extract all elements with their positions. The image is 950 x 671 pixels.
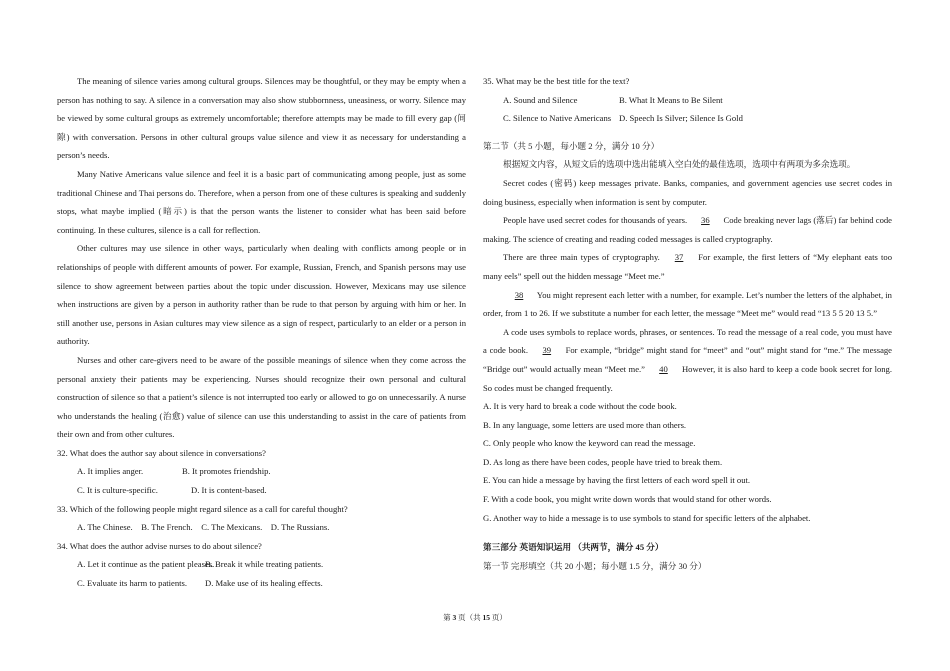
code-paragraph-1: Secret codes (密码) keep messages private. Banks, companies, and government agencies use secret codes in doing business, especially when information is sent by computer. — [483, 177, 892, 207]
question-32-options-row-1 — [57, 462, 466, 481]
part-3-title: 第三部分 英语知识运用 （共两节，满分 45 分） — [483, 542, 664, 553]
option-34a: A. Let it continue as the patient pleases. — [77, 559, 215, 570]
question-34-options-row-1 — [57, 555, 466, 574]
part-3-section-1-title: 第一节 完形填空（共 20 小题；每小题 1.5 分，满分 30 分） — [483, 560, 707, 571]
code-paragraph-3-text-b: For example, the first letters of “My elephant eats too many eels” spell out the hidden message “Meet me.” — [483, 252, 893, 281]
section-2-instruction: 根据短文内容，从短文后的选项中选出能填入空白处的最佳选项，选项中有两项为多余选项。 — [503, 159, 856, 170]
blank-38[interactable]: 38 — [514, 289, 524, 300]
code-paragraph-5 — [483, 323, 892, 397]
code-paragraph-4 — [483, 286, 892, 323]
option-35a: A. Sound and Silence — [503, 94, 578, 105]
footer-middle: 页（共 — [458, 613, 481, 622]
footer-suffix: 页） — [491, 613, 507, 622]
question-34-options-row-2 — [57, 574, 466, 593]
question-32: 32. What does the author say about silence in conversations? — [57, 447, 266, 458]
option-32c: C. It is culture-specific. — [77, 485, 158, 496]
total-page-count: 15 — [482, 613, 490, 622]
code-paragraph-2 — [483, 211, 892, 248]
code-paragraph-5-text-b: For example, “bridge” might stand for “meet” and “out” might stand for “me.” The message “Bridge out” would actually mean “Meet me.” — [483, 345, 892, 374]
blank-36[interactable]: 36 — [701, 215, 710, 226]
option-34d: D. Make use of its healing effects. — [205, 578, 323, 589]
code-paragraph-3 — [483, 248, 892, 285]
blank-40[interactable]: 40 — [659, 363, 668, 374]
page-footer — [0, 612, 950, 623]
question-35-options-row-1 — [483, 91, 892, 110]
code-paragraph-5-text-c: However, it is also hard to keep a code book secret for long. So codes must be changed frequently. — [483, 363, 892, 393]
blank-39[interactable]: 39 — [542, 345, 552, 356]
option-34c: C. Evaluate its harm to patients. — [77, 578, 188, 589]
option-32b: B. It promotes friendship. — [182, 466, 271, 477]
code-paragraph-5-text-a: A code uses symbols to replace words, phrases, or sentences. To read the message of a real code, you must have a code book. — [483, 326, 892, 356]
code-paragraph-2-text-a: People have used secret codes for thousands of years. — [503, 215, 688, 226]
question-33-options: A. The Chinese. B. The French. C. The Mexicans. D. The Russians. — [77, 522, 330, 533]
passage-paragraph-4: Nurses and other care-givers need to be aware of the possible meanings of silence when they come across the personal anxiety their patients may be experiencing. Nurses should recognize their own personal and cultural construction of silence so that a patient’s silence is not interrupted too early or allowed to go on unnecessarily. A nurse who understands the healing (治愈) value of silence can use this understanding to assist in the care of patients from their own and from other cultures. — [57, 354, 466, 440]
code-paragraph-3-text-a: There are three main types of cryptography. — [503, 252, 660, 263]
option-35d: D. Speech Is Silver; Silence Is Gold — [619, 113, 743, 124]
question-35: 35. What may be the best title for the text? — [483, 76, 630, 86]
option-d: D. As long as there have been codes, people have tried to break them. — [483, 456, 723, 467]
option-a: A. It is very hard to break a code without the code book. — [483, 401, 677, 412]
question-34: 34. What does the author advise nurses to do about silence? — [57, 540, 262, 551]
option-e: E. You can hide a message by having the first letters of each word spell it out. — [483, 475, 751, 486]
option-35b: B. What It Means to Be Silent — [619, 94, 723, 105]
footer-prefix: 第 — [443, 613, 451, 622]
option-f: F. With a code book, you might write down words that would stand for other words. — [483, 494, 772, 505]
blank-37[interactable]: 37 — [674, 252, 684, 263]
section-2-title: 第二节（共 5 小题，每小题 2 分，满分 10 分） — [483, 140, 660, 151]
question-32-options-row-2 — [57, 481, 466, 500]
option-b: B. In any language, some letters are used more than others. — [483, 419, 687, 430]
code-paragraph-2-text-b: Code breaking never lags (落后) far behind code making. The science of creating and reading coded messages is called cryptography. — [483, 215, 892, 244]
current-page-number: 3 — [452, 613, 457, 622]
option-c: C. Only people who know the keyword can read the message. — [483, 438, 696, 449]
passage-paragraph-2: Many Native Americans value silence and feel it is a basic part of communicating among people, just as some traditional Chinese and Thai persons do. Therefore, when a person from one of these cultures is speaking and suddenly stops, what maybe implied (暗示) is that the person wants the listener to consider what has been said before continuing. In these cultures, silence is a call for reflection. — [57, 168, 466, 235]
option-32a: A. It implies anger. — [77, 466, 144, 477]
question-33: 33. Which of the following people might regard silence as a call for careful thought? — [57, 503, 348, 514]
left-column — [57, 72, 466, 593]
passage-paragraph-1: The meaning of silence varies among cultural groups. Silences may be thoughtful, or they may be empty when a person has nothing to say. A silence in a conversation may also show stubbornness, uneasiness, or worry. Silence may be viewed by some cultural groups as extremely uncomfortable; therefore attempts may be made to fill every gap (间隙) with conversation. Persons in other cultural groups value silence and view it as necessary for understanding a person’s needs. — [57, 76, 466, 161]
option-32d: D. It is content-based. — [191, 485, 267, 496]
option-g: G. Another way to hide a message is to use symbols to stand for specific letters of the alphabet. — [483, 512, 811, 523]
right-column — [483, 72, 892, 575]
passage-paragraph-3: Other cultures may use silence in other ways, particularly when dealing with conflicts among people or in relationships of people with different amounts of power. For example, Russian, French, and Spanish persons may use silence to show agreement between parties about the topic under discussion. However, Mexicans may use silence when instructions are given by a person in authority rather than be rude to that person by arguing with him or her. In still another use, persons in Asian cultures may view silence as a sign of respect, particularly to an elder or a person in authority. — [57, 243, 466, 347]
question-35-options-row-2 — [483, 109, 892, 128]
code-paragraph-4-text: You might represent each letter with a number, for example. Let’s number the letters of the alphabet, in order, from 1 to 26. If we substitute a number for each letter, the message “Meet me” would read “13 5 5 20 13 5.” — [483, 289, 892, 319]
option-34b: B. Break it while treating patients. — [205, 559, 324, 570]
option-35c: C. Silence to Native Americans — [503, 113, 612, 124]
